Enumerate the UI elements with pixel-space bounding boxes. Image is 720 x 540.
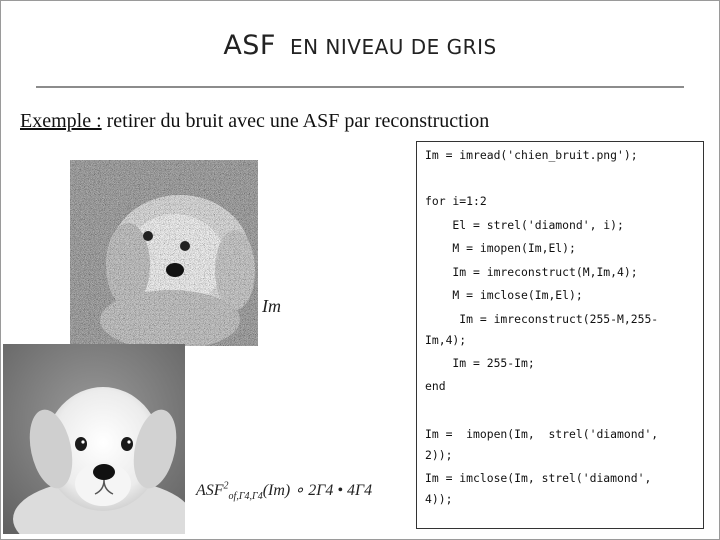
formula-rest: (Im) ∘ 2Γ4 • 4Γ4 <box>262 482 373 499</box>
code-line: Im = 255-Im; <box>425 356 535 370</box>
code-line: Im = imreconstruct(255-M,255- <box>425 312 659 326</box>
formula-sub: of,Γ4,Γ4 <box>228 491 263 503</box>
noisy-puppy-image <box>70 160 258 346</box>
code-line: Im = imread('chien_bruit.png'); <box>425 148 638 162</box>
code-line: Im = imclose(Im, strel('diamond', <box>425 471 652 485</box>
formula-sup: 2 <box>223 480 229 492</box>
title-divider <box>36 86 684 88</box>
title-rest: EN NIVEAU DE GRIS <box>289 35 497 59</box>
code-line: Im = imopen(Im, strel('diamond', <box>425 427 659 441</box>
title-main: ASF <box>223 30 276 61</box>
label-im: Im <box>262 296 281 316</box>
code-line: Im,4); <box>425 333 467 347</box>
formula-asf: ASF <box>196 482 224 499</box>
code-line: for i=1:2 <box>425 194 487 208</box>
slide-title <box>0 30 720 61</box>
code-line: M = imclose(Im,El); <box>425 288 583 302</box>
code-line: El = strel('diamond', i); <box>425 218 624 232</box>
subtitle-prefix: Exemple : <box>20 110 102 132</box>
code-line: M = imopen(Im,El); <box>425 241 576 255</box>
code-line: Im = imreconstruct(M,Im,4); <box>425 265 638 279</box>
code-box <box>416 141 704 529</box>
subtitle <box>20 110 489 133</box>
code-line: end <box>425 379 446 393</box>
code-line: 2)); <box>425 448 453 462</box>
clean-puppy-image <box>3 344 185 534</box>
asf-formula <box>196 480 372 502</box>
code-line: 4)); <box>425 492 453 506</box>
subtitle-text: retirer du bruit avec une ASF par reconstruction <box>101 110 490 132</box>
